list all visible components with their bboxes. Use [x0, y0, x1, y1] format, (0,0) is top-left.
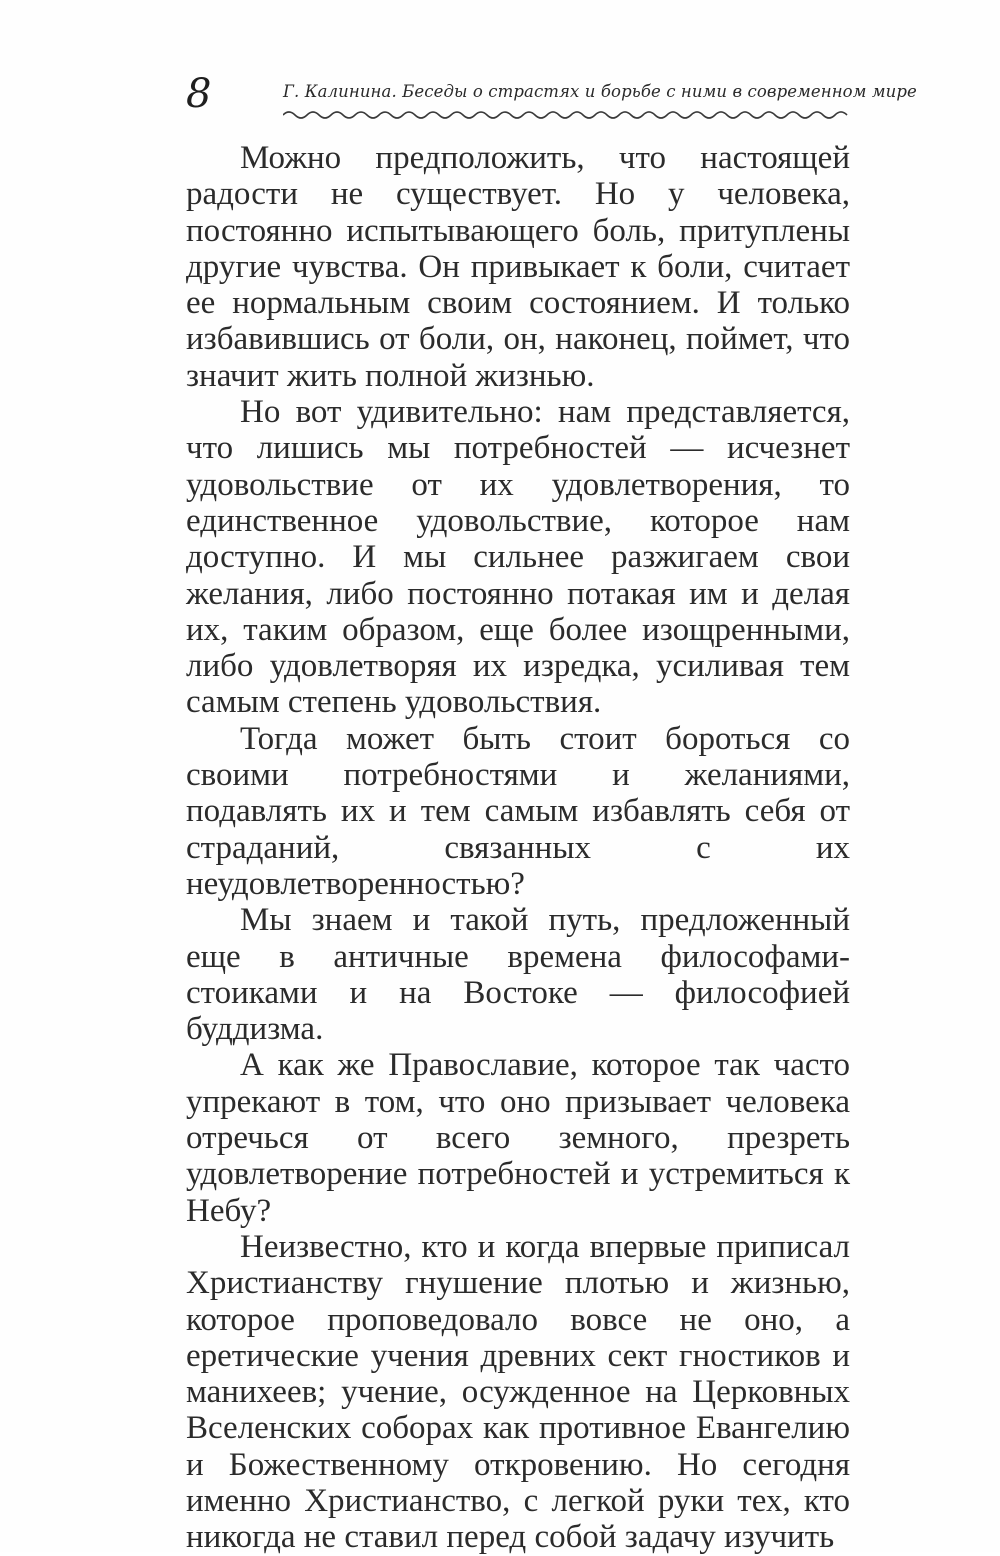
paragraph: Мы знаем и такой путь, предложенный еще в античные времена философами-стоиками и на Востоке — философией буддизма. [186, 902, 850, 1048]
paragraph: Неизвестно, кто и когда впервые приписал Христианству гнушение плотью и жизнью, которое проповедовало вовсе не оно, а еретические учения древних сект гностиков и манихеев; учение, осужденное на Церковных Вселенских соборах как противное Евангелию и Божественному откровению. Но сегодня именно Христианство, с легкой руки тех, кто никогда не ставил перед собой задачу изучить [186, 1228, 850, 1556]
decorative-wave-rule [283, 108, 850, 122]
paragraph: Но вот удивительно: нам представляется, что лишись мы потребностей — исчезнет удовольствие от их удовлетворения, то единственное удовольствие, которое нам доступно. И мы сильнее разжигаем свои желания, либо постоянно потакая им и делая их, таким образом, еще более изощренными, либо удовлетворяя их изредка, усиливая тем самым степень удовольствия. [186, 394, 850, 721]
paragraph: А как же Православие, которое так часто упрекают в том, что оно призывает человека отречься от всего земного, презреть удовлетворение потребностей и устремиться к Небу? [186, 1047, 850, 1229]
body-text [186, 140, 850, 1556]
paragraph: Тогда может быть стоит бороться со своими потребностями и желаниями, подавлять их и тем самым избавлять себя от страданий, связанных с их неудовлетворенностью? [186, 720, 850, 902]
running-head [186, 70, 917, 130]
running-title: Г. Калинина. Беседы о страстях и борьбе с ними в современном мире [283, 82, 917, 101]
page-number: 8 [186, 71, 212, 117]
paragraph: Можно предположить, что настоящей радости не существует. Но у человека, постоянно испытывающего боль, притуплены другие чувства. Он привыкает к боли, считает ее нормальным своим состоянием. И только избавившись от боли, он, наконец, поймет, что значит жить полной жизнью. [186, 140, 850, 394]
